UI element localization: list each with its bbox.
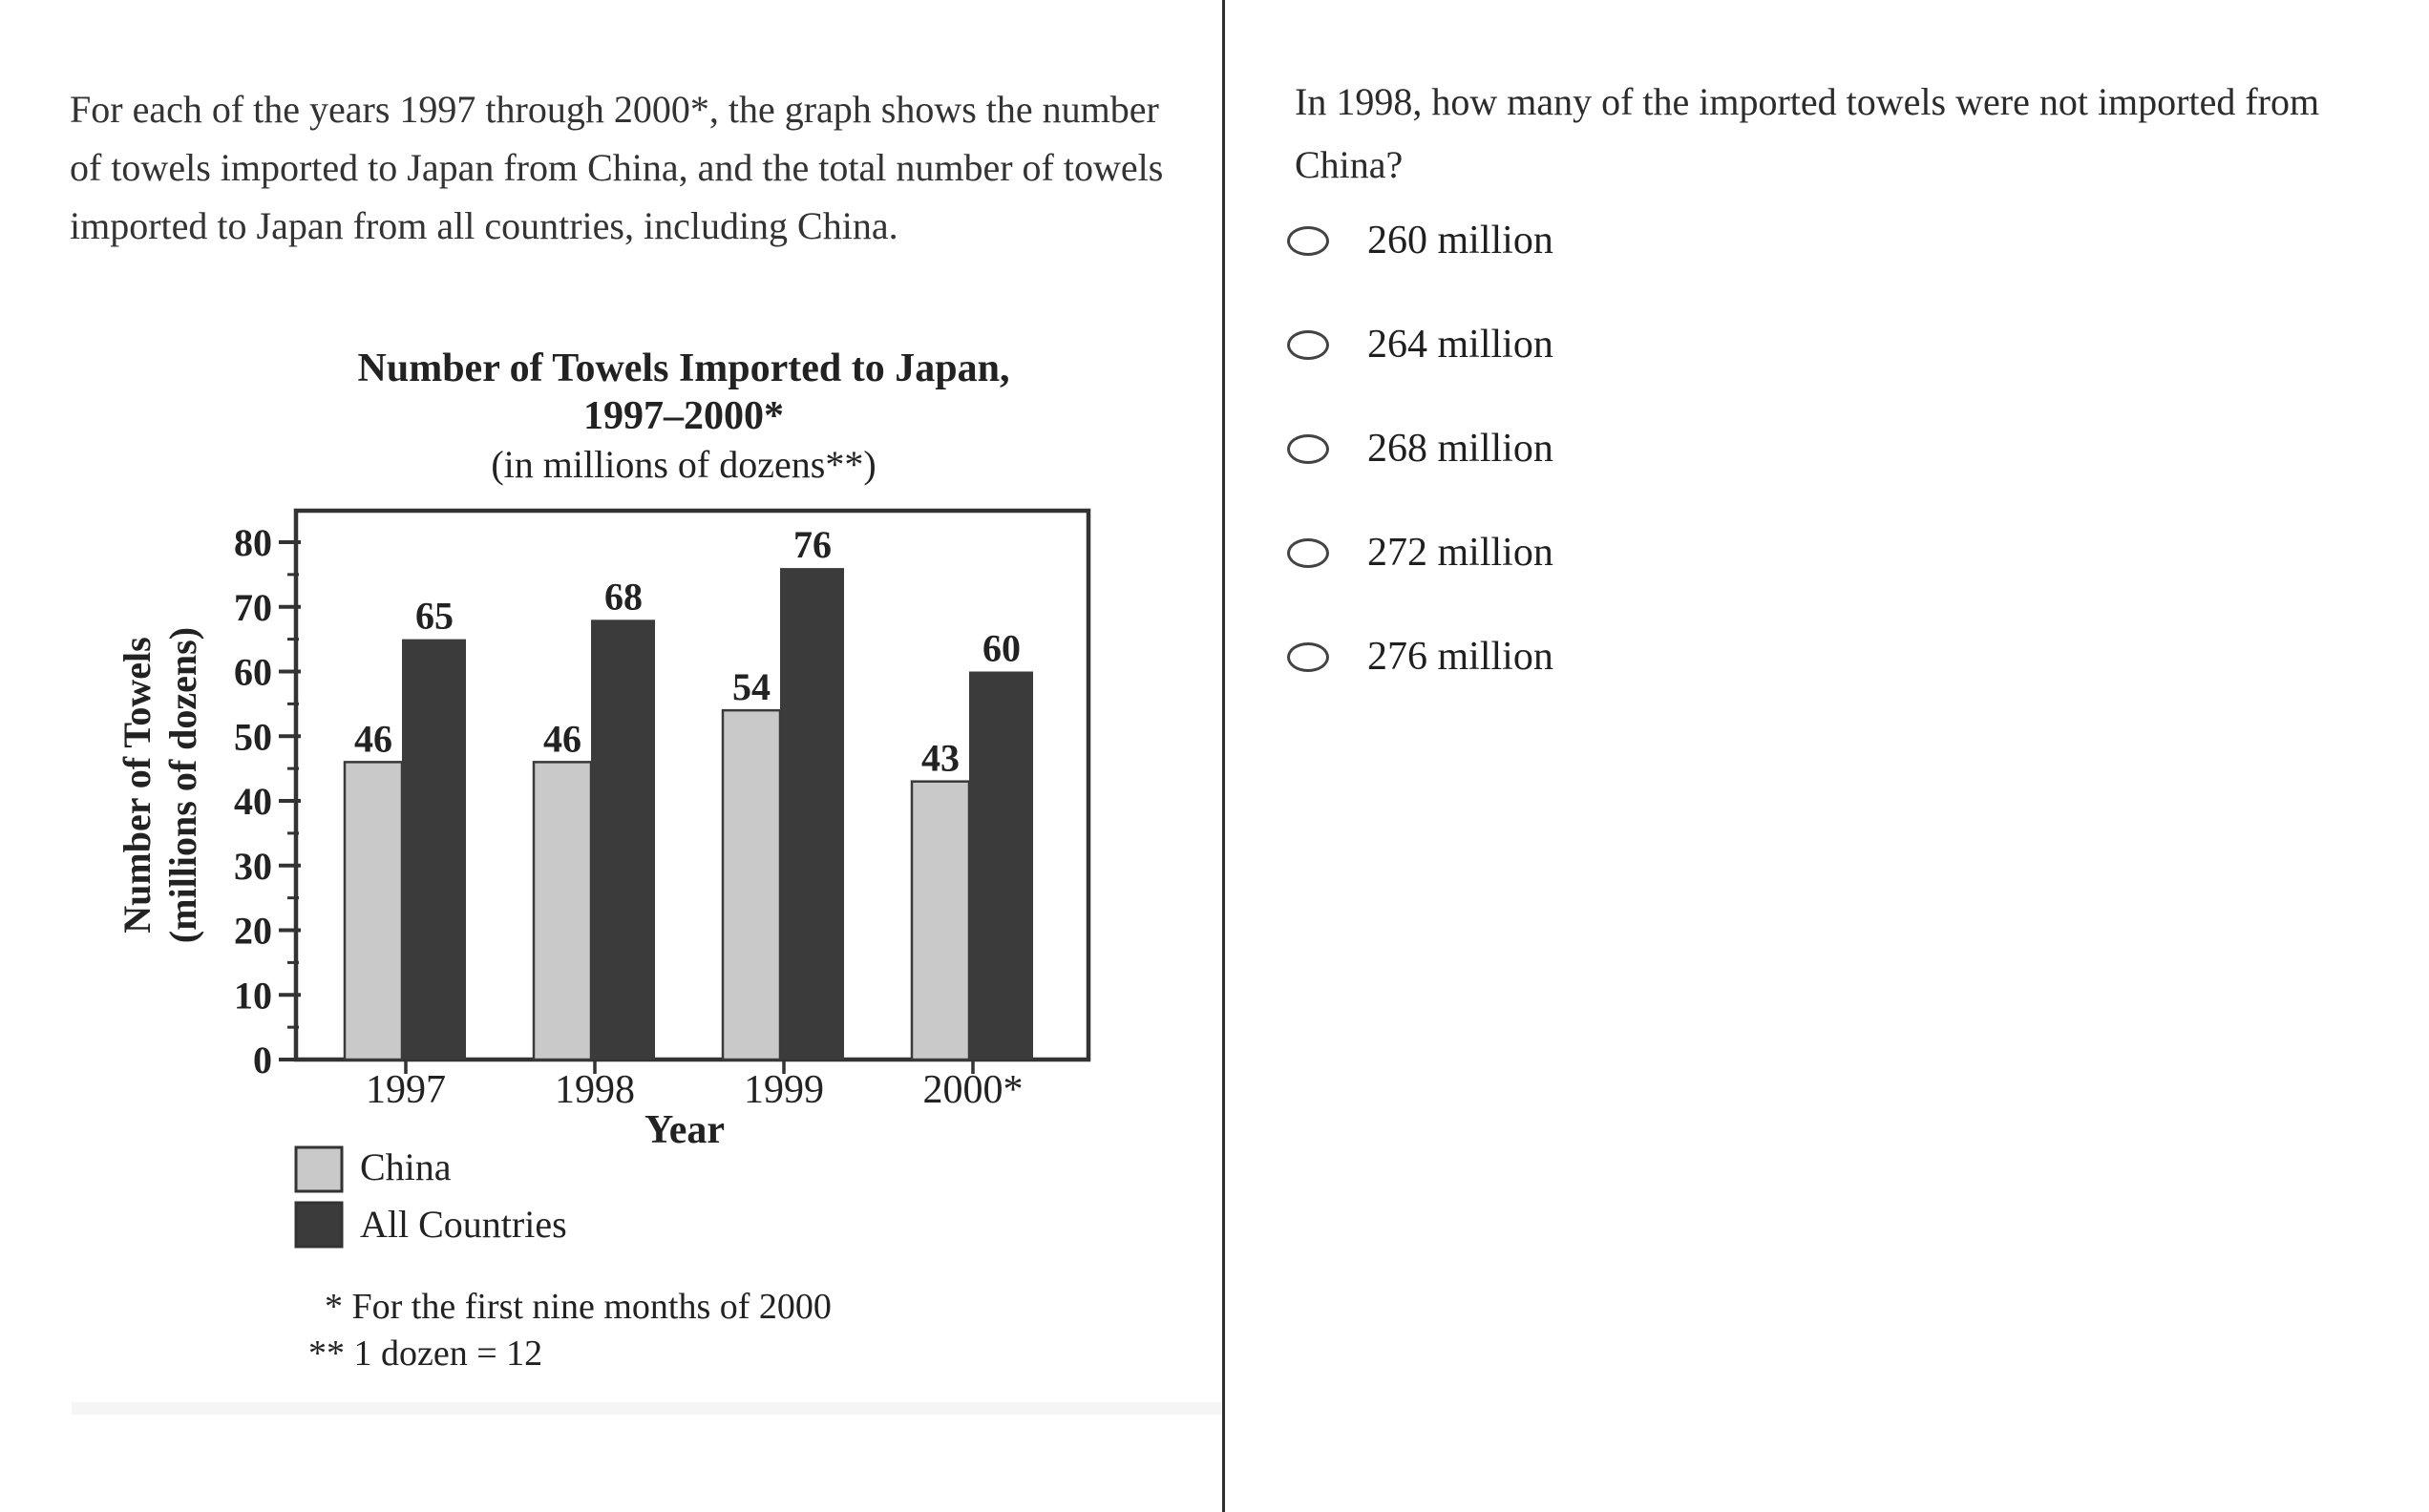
value-label-china-2000*: 43 [921, 736, 960, 780]
left-panel-bottom-band [72, 1402, 1222, 1415]
footnote-1: * For the first nine months of 2000 [325, 1287, 832, 1327]
chart-title-line3: (in millions of dozens**) [491, 443, 877, 486]
chart-title-line1: Number of Towels Imported to Japan, [357, 346, 1010, 390]
bar-all-countries-1997 [402, 640, 466, 1060]
bar-all-countries-1998 [591, 620, 655, 1060]
y-tick-label-50: 50 [234, 715, 272, 759]
radio-button[interactable] [1287, 330, 1329, 360]
x-tick-label-1997: 1997 [366, 1068, 446, 1112]
bar-china-1999 [723, 710, 780, 1060]
chart-title-line2: 1997–2000* [583, 394, 784, 438]
y-axis-label-line1: Number of Towels [116, 637, 158, 934]
y-tick-label-10: 10 [234, 974, 272, 1018]
legend-swatch-china [296, 1147, 342, 1191]
y-tick-label-0: 0 [253, 1039, 272, 1082]
legend-label-china: China [360, 1145, 452, 1188]
y-tick-label-80: 80 [234, 521, 272, 564]
radio-button[interactable] [1287, 538, 1329, 568]
passage-text: For each of the years 1997 through 2000*, the graph shows the number of towels imported to Japan from China, and the total number of towels imported to Japan from all countries, including China. [70, 88, 1164, 247]
bar-china-1997 [345, 762, 402, 1060]
towel-imports-chart [91, 334, 1141, 1398]
option-label[interactable]: 260 million [1367, 219, 1553, 262]
option-row-2[interactable] [1287, 320, 1553, 369]
radio-button[interactable] [1287, 226, 1329, 256]
value-label-all-countries-1998: 68 [604, 575, 643, 619]
value-label-china-1998: 46 [543, 717, 581, 761]
option-label[interactable]: 276 million [1367, 635, 1553, 679]
option-label[interactable]: 264 million [1367, 323, 1553, 367]
option-label[interactable]: 272 million [1367, 531, 1553, 575]
option-row-5[interactable] [1287, 632, 1553, 682]
value-label-all-countries-2000*: 60 [982, 626, 1021, 670]
bar-china-2000* [912, 782, 969, 1060]
y-tick-label-40: 40 [234, 780, 272, 823]
option-row-1[interactable] [1287, 216, 1553, 265]
bar-all-countries-2000* [969, 672, 1033, 1060]
option-row-4[interactable] [1287, 528, 1553, 578]
legend-label-all-countries: All Countries [360, 1203, 567, 1246]
value-label-china-1997: 46 [354, 717, 392, 761]
y-tick-label-30: 30 [234, 844, 272, 888]
y-tick-label-70: 70 [234, 585, 272, 629]
option-label[interactable]: 268 million [1367, 427, 1553, 471]
value-label-china-1999: 54 [732, 665, 771, 709]
x-tick-label-1998: 1998 [555, 1068, 635, 1112]
y-tick-label-60: 60 [234, 650, 272, 694]
radio-button[interactable] [1287, 434, 1329, 464]
footnote-2: ** 1 dozen = 12 [308, 1334, 543, 1374]
x-tick-label-2000*: 2000* [922, 1068, 1024, 1112]
radio-button[interactable] [1287, 642, 1329, 672]
x-axis-label: Year [644, 1108, 725, 1152]
legend-swatch-all-countries [296, 1203, 342, 1247]
towel-chart-svg [91, 334, 1141, 1398]
options-list [1287, 216, 1553, 736]
value-label-all-countries-1999: 76 [793, 523, 832, 567]
bar-china-1998 [534, 762, 591, 1060]
bar-all-countries-1999 [780, 568, 844, 1060]
column-divider [1222, 0, 1225, 1512]
x-tick-label-1999: 1999 [744, 1068, 824, 1112]
value-label-all-countries-1997: 65 [415, 594, 454, 638]
y-axis-label-line2: (millions of dozens) [161, 626, 204, 944]
question-text: In 1998, how many of the imported towels were not imported from China? [1295, 80, 2320, 186]
y-tick-label-20: 20 [234, 909, 272, 953]
option-row-3[interactable] [1287, 424, 1553, 473]
